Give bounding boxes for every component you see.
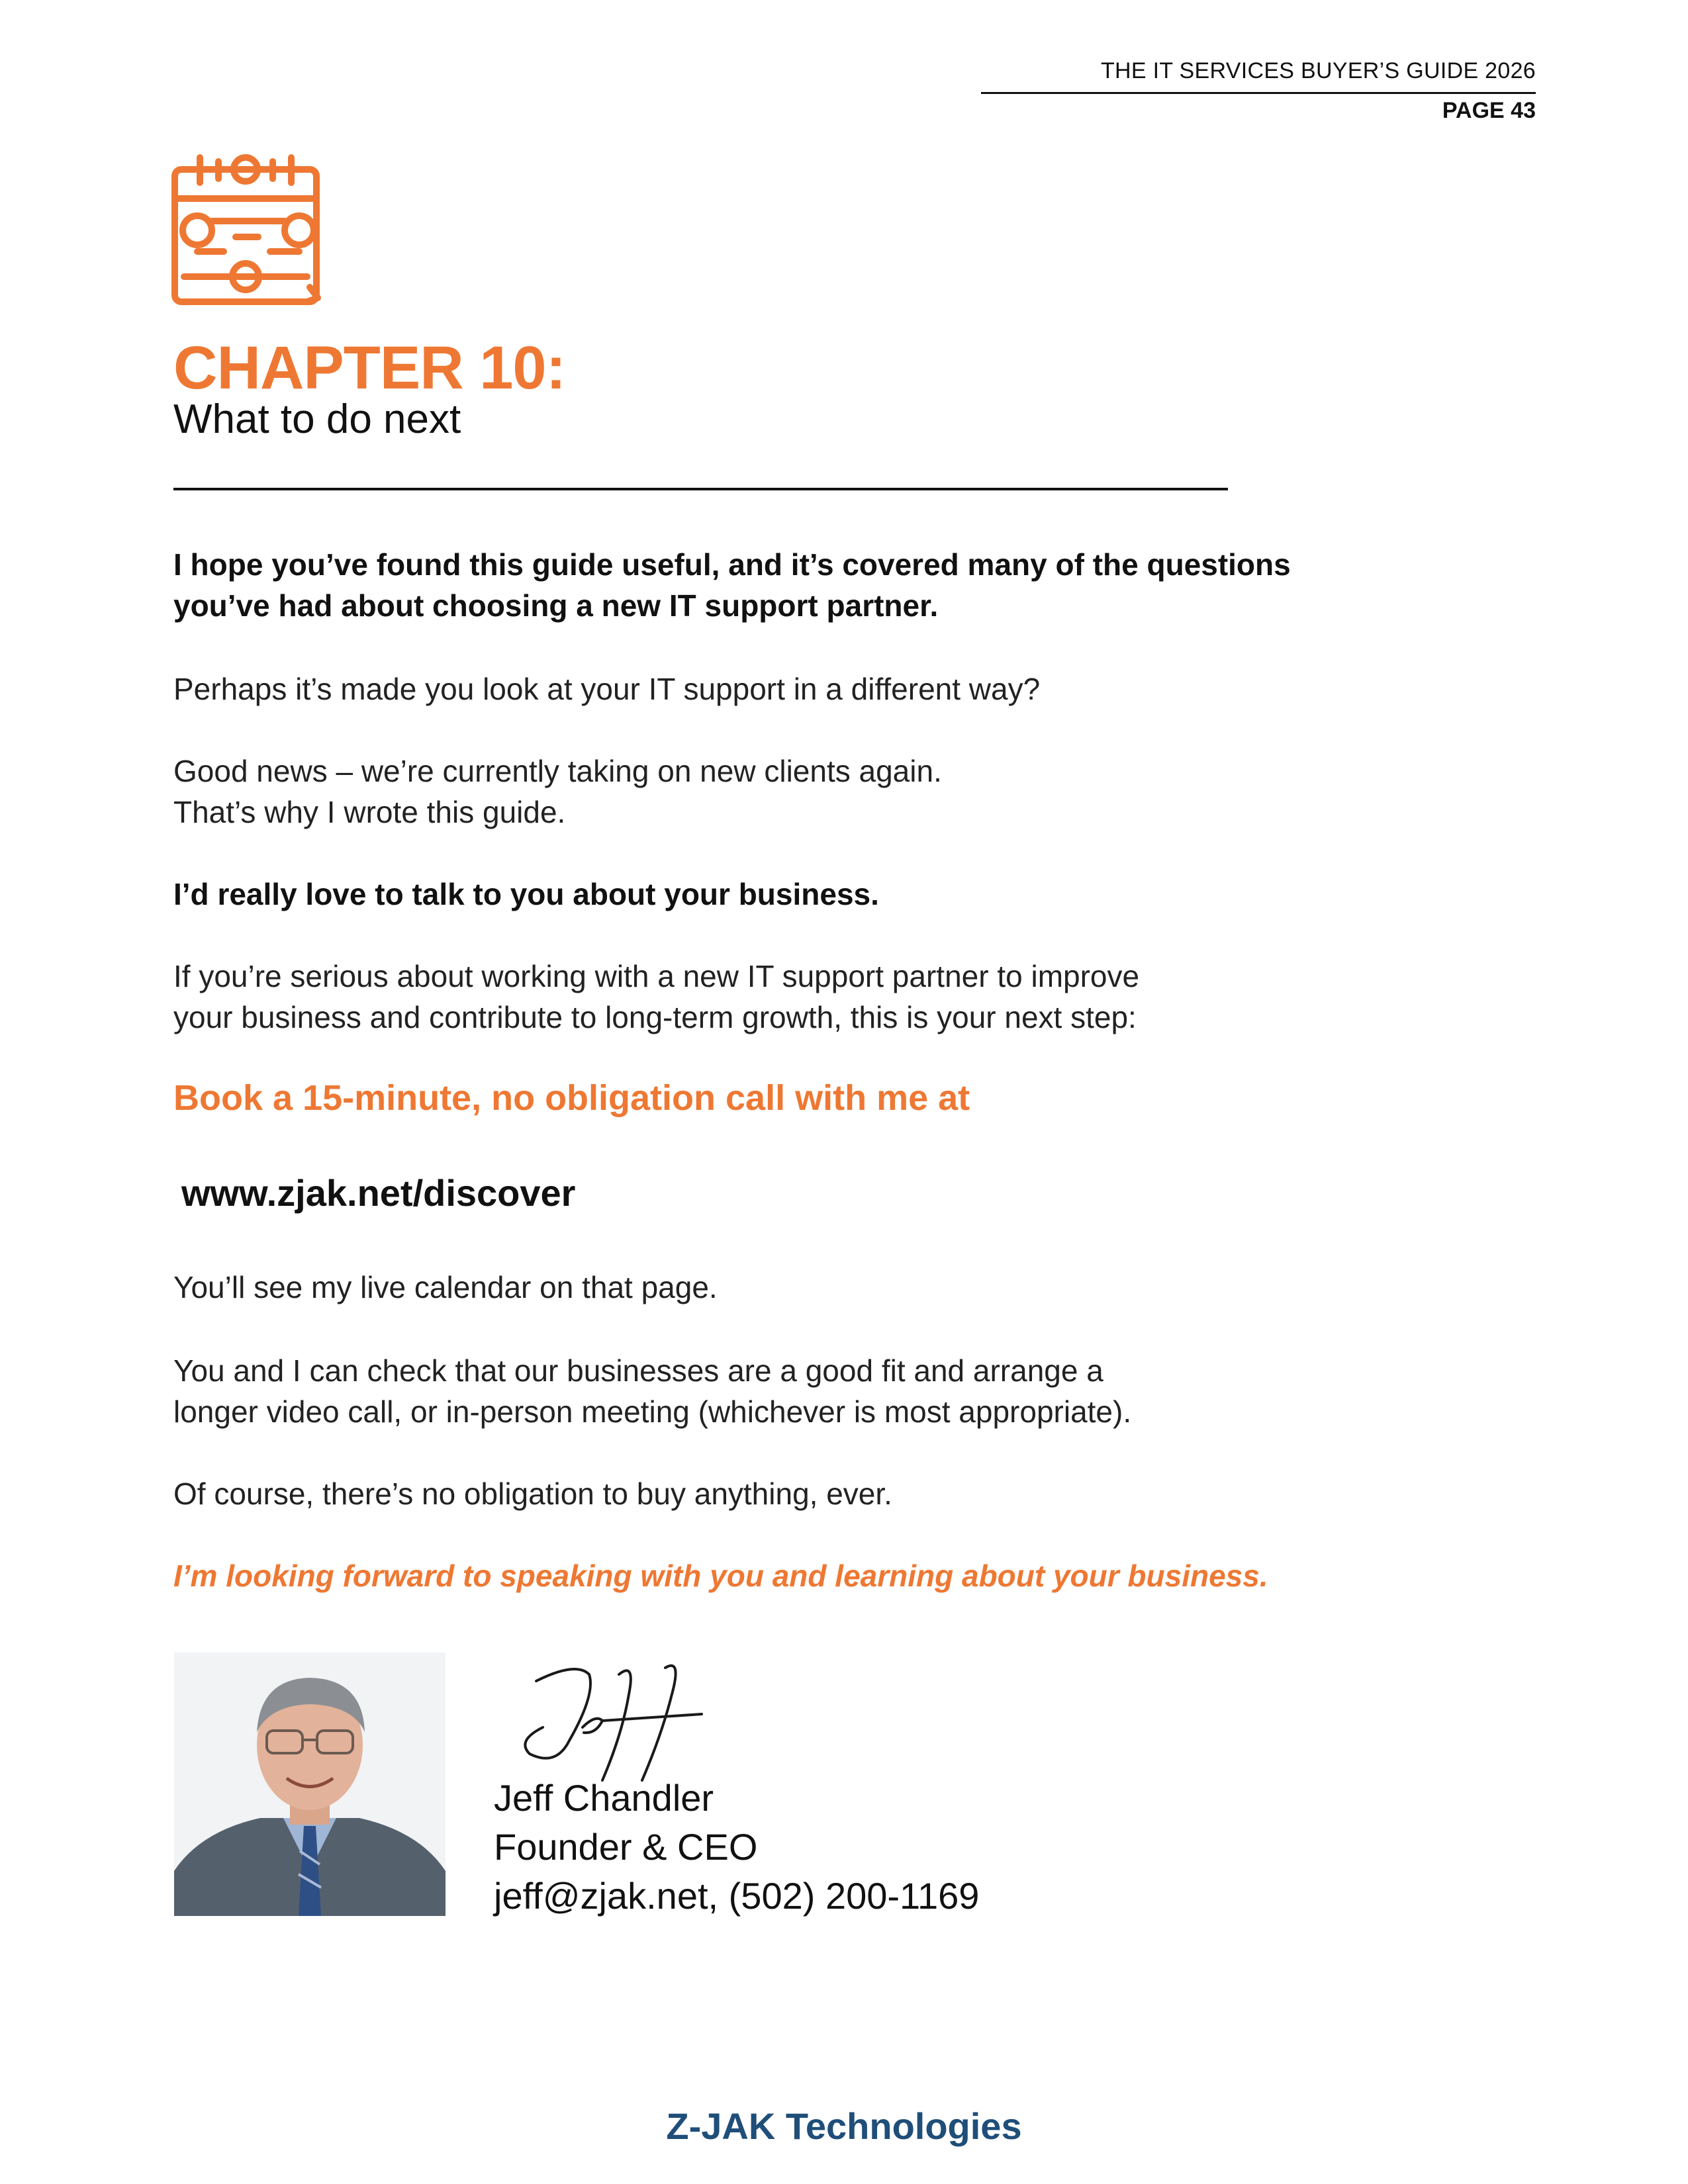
guide-title: THE IT SERVICES BUYER’S GUIDE 2026 — [1100, 58, 1536, 83]
discover-link[interactable]: www.zjak.net/discover — [181, 1172, 576, 1214]
chapter-subtitle: What to do next — [173, 396, 461, 442]
love-to-talk-text: I’d really love to talk to you about your business. — [173, 877, 879, 911]
check-line-1: You and I can check that our businesses are a good fit and arrange a — [173, 1353, 1103, 1388]
signer-name: Jeff Chandler — [494, 1777, 714, 1819]
call-to-action: Book a 15-minute, no obligation call with me at — [173, 1078, 970, 1118]
closing-text: I’m looking forward to speaking with you and learning about your business. — [173, 1559, 1268, 1593]
page-number: PAGE 43 — [1442, 98, 1536, 123]
signer-contact[interactable]: jeff@zjak.net, (502) 200-1169 — [494, 1875, 980, 1917]
handwritten-signature — [503, 1655, 715, 1787]
calendar-icon — [171, 152, 327, 308]
header-divider — [981, 92, 1536, 94]
calendar-note: You’ll see my live calendar on that page. — [173, 1270, 718, 1304]
intro-line-2: you’ve had about choosing a new IT support partner. — [173, 588, 939, 623]
signer-role: Founder & CEO — [494, 1826, 758, 1868]
chapter-title: CHAPTER 10: — [173, 334, 566, 402]
chapter-divider — [173, 488, 1228, 490]
serious-line-2: your business and contribute to long-term growth, this is your next step: — [173, 1000, 1137, 1034]
good-news-line-1: Good news – we’re currently taking on new clients again. — [173, 754, 942, 788]
intro-line-1: I hope you’ve found this guide useful, and it’s covered many of the questions — [173, 547, 1291, 582]
serious-line-1: If you’re serious about working with a new IT support partner to improve — [173, 959, 1140, 993]
perhaps-text: Perhaps it’s made you look at your IT support in a different way? — [173, 672, 1041, 706]
author-photo — [174, 1653, 445, 1916]
check-line-2: longer video call, or in-person meeting (whichever is most appropriate). — [173, 1394, 1132, 1429]
no-obligation-text: Of course, there’s no obligation to buy anything, ever. — [173, 1477, 892, 1511]
footer-company-name: Z-JAK Technologies — [666, 2105, 1022, 2147]
good-news-line-2: That’s why I wrote this guide. — [173, 795, 566, 829]
